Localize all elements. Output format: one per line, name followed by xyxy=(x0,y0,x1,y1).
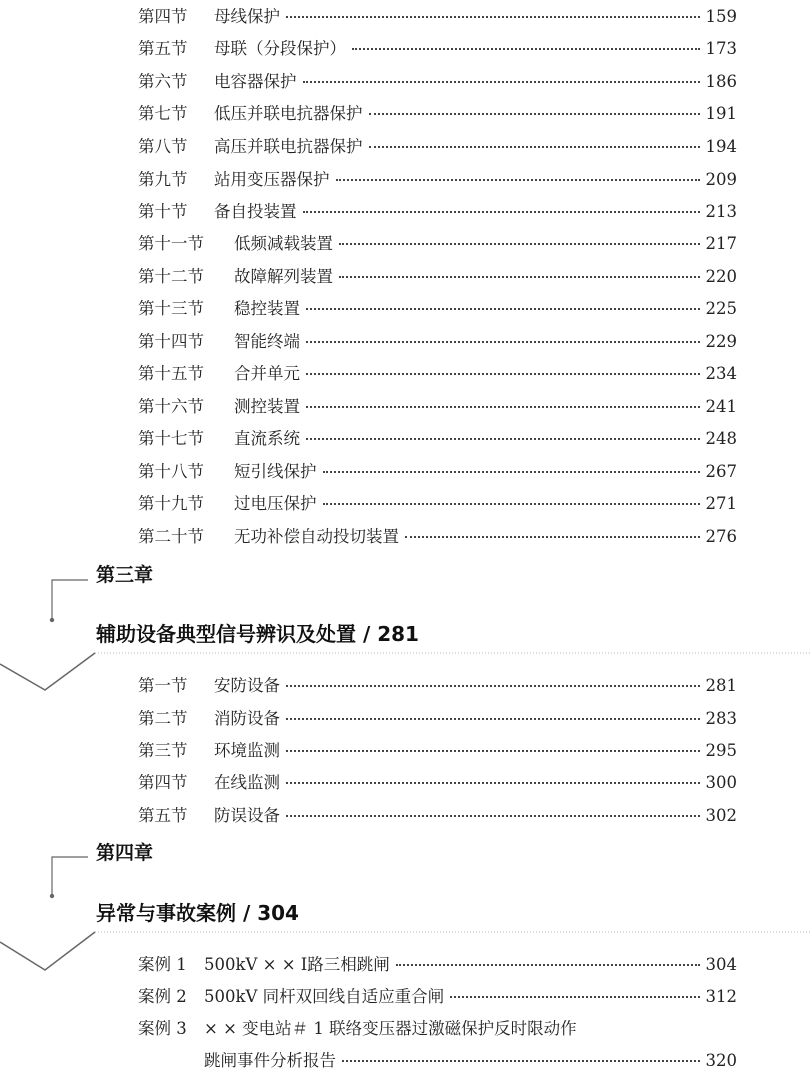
dot-leader xyxy=(342,1060,700,1062)
section-label: 第四节 xyxy=(138,773,188,792)
section-title: 测控装置 xyxy=(234,397,300,416)
toc-line[interactable] xyxy=(138,708,737,730)
case-title: 500kV 同杆双回线自适应重合闸 xyxy=(204,987,445,1006)
page-number: 194 xyxy=(705,137,737,156)
toc-line[interactable] xyxy=(138,136,737,158)
page-number: 173 xyxy=(705,39,737,58)
toc-line[interactable] xyxy=(138,772,737,794)
toc-line[interactable] xyxy=(138,103,737,125)
case-label: 案例 1 xyxy=(138,955,187,974)
section-label: 第十二节 xyxy=(138,267,204,286)
page-number: 220 xyxy=(705,267,737,286)
toc-line[interactable] xyxy=(138,298,737,320)
toc-line[interactable] xyxy=(138,461,737,483)
toc-line[interactable] xyxy=(138,954,737,976)
page-number: 271 xyxy=(705,494,737,513)
dot-leader xyxy=(405,536,700,538)
dot-leader xyxy=(306,341,700,343)
toc-line[interactable] xyxy=(138,1018,737,1040)
page-number: 225 xyxy=(705,299,737,318)
section-title: 短引线保护 xyxy=(234,462,317,481)
toc-line[interactable] xyxy=(138,6,737,28)
section-title: 无功补偿自动投切装置 xyxy=(234,527,399,546)
page-number: 159 xyxy=(705,7,737,26)
section-label: 第十三节 xyxy=(138,299,204,318)
toc-line[interactable] xyxy=(138,38,737,60)
dot-leader xyxy=(303,81,700,83)
page-number: 276 xyxy=(705,527,737,546)
case-title-continuation: 跳闸事件分析报告 xyxy=(204,1051,336,1070)
section-label: 第九节 xyxy=(138,170,188,189)
section-label: 第四节 xyxy=(138,7,188,26)
case-title: × × 变电站＃ 1 联络变压器过激磁保护反时限动作 xyxy=(204,1019,577,1038)
section-title: 母线保护 xyxy=(214,7,280,26)
dot-leader xyxy=(323,471,700,473)
section-label: 第十七节 xyxy=(138,429,204,448)
chapter3-title[interactable]: 辅助设备典型信号辨识及处置 / 281 xyxy=(96,622,419,646)
section-label: 第五节 xyxy=(138,806,188,825)
section-label: 第十节 xyxy=(138,202,188,221)
toc-line[interactable] xyxy=(138,740,737,762)
section-label: 第三节 xyxy=(138,741,188,760)
section-label: 第五节 xyxy=(138,39,188,58)
toc-line[interactable] xyxy=(138,363,737,385)
page-number: 267 xyxy=(705,462,737,481)
section-title: 过电压保护 xyxy=(234,494,317,513)
dot-leader xyxy=(323,503,700,505)
section-label: 第六节 xyxy=(138,72,188,91)
section-title: 稳控装置 xyxy=(234,299,300,318)
page-number: 213 xyxy=(705,202,737,221)
section-title: 低频减载装置 xyxy=(234,234,333,253)
section-title: 高压并联电抗器保护 xyxy=(214,137,363,156)
case-label: 案例 2 xyxy=(138,987,187,1006)
case-title: 500kV × × Ⅰ路三相跳闸 xyxy=(204,955,390,974)
toc-line[interactable] xyxy=(138,331,737,353)
dot-leader xyxy=(286,782,700,784)
dot-leader xyxy=(306,438,700,440)
dot-leader xyxy=(303,211,700,213)
page-number: 248 xyxy=(705,429,737,448)
page-number: 320 xyxy=(705,1051,737,1070)
dot-leader xyxy=(339,243,700,245)
section-label: 第二十节 xyxy=(138,527,204,546)
page-number: 304 xyxy=(705,955,737,974)
section-title: 智能终端 xyxy=(234,332,300,351)
page-number: 234 xyxy=(705,364,737,383)
section-label: 第一节 xyxy=(138,676,188,695)
section-title: 防误设备 xyxy=(214,806,280,825)
section-title: 直流系统 xyxy=(234,429,300,448)
dot-leader xyxy=(286,750,700,752)
section-label: 第七节 xyxy=(138,104,188,123)
page-number: 229 xyxy=(705,332,737,351)
chapter4-label: 第四章 xyxy=(96,842,154,864)
section-label: 第十五节 xyxy=(138,364,204,383)
toc-line-continuation[interactable] xyxy=(204,1050,737,1072)
dot-leader xyxy=(286,685,700,687)
section-label: 第十九节 xyxy=(138,494,204,513)
toc-line[interactable] xyxy=(138,71,737,93)
dot-leader xyxy=(286,16,700,18)
dot-leader xyxy=(286,815,700,817)
section-title: 消防设备 xyxy=(214,709,280,728)
page-number: 312 xyxy=(705,987,737,1006)
section-title: 在线监测 xyxy=(214,773,280,792)
toc-line[interactable] xyxy=(138,428,737,450)
toc-line[interactable] xyxy=(138,493,737,515)
toc-line[interactable] xyxy=(138,986,737,1008)
section-label: 第十八节 xyxy=(138,462,204,481)
section-label: 第十一节 xyxy=(138,234,204,253)
toc-line[interactable] xyxy=(138,675,737,697)
toc-line[interactable] xyxy=(138,233,737,255)
page-number: 302 xyxy=(705,806,737,825)
dot-leader xyxy=(286,718,700,720)
dot-leader xyxy=(369,146,700,148)
page-number: 241 xyxy=(705,397,737,416)
dot-leader xyxy=(396,964,700,966)
dot-leader xyxy=(306,373,700,375)
case-label: 案例 3 xyxy=(138,1019,187,1038)
section-label: 第二节 xyxy=(138,709,188,728)
dot-leader xyxy=(339,276,700,278)
page-number: 300 xyxy=(705,773,737,792)
section-title: 环境监测 xyxy=(214,741,280,760)
section-label: 第八节 xyxy=(138,137,188,156)
chapter4-title[interactable]: 异常与事故案例 / 304 xyxy=(96,901,299,925)
chapter3-label: 第三章 xyxy=(96,564,154,586)
page-number: 295 xyxy=(705,741,737,760)
dot-leader xyxy=(450,996,699,998)
section-title: 低压并联电抗器保护 xyxy=(214,104,363,123)
dot-leader xyxy=(369,113,700,115)
page-number: 217 xyxy=(705,234,737,253)
page-number: 186 xyxy=(705,72,737,91)
section-title: 故障解列装置 xyxy=(234,267,333,286)
dot-leader xyxy=(336,179,700,181)
toc-line[interactable] xyxy=(138,169,737,191)
toc-line[interactable] xyxy=(138,805,737,827)
toc-line[interactable] xyxy=(138,396,737,418)
section-title: 母联（分段保护） xyxy=(214,39,346,58)
section-title: 合并单元 xyxy=(234,364,300,383)
dot-leader xyxy=(352,48,700,50)
page-number: 283 xyxy=(705,709,737,728)
page-number: 209 xyxy=(705,170,737,189)
page-number: 281 xyxy=(705,676,737,695)
section-label: 第十四节 xyxy=(138,332,204,351)
dot-leader xyxy=(306,308,700,310)
section-title: 备自投装置 xyxy=(214,202,297,221)
section-title: 安防设备 xyxy=(214,676,280,695)
section-label: 第十六节 xyxy=(138,397,204,416)
toc-line[interactable] xyxy=(138,201,737,223)
dot-leader xyxy=(306,406,700,408)
toc-line[interactable] xyxy=(138,526,737,548)
toc-line[interactable] xyxy=(138,266,737,288)
page-number: 191 xyxy=(705,104,737,123)
section-title: 电容器保护 xyxy=(214,72,297,91)
section-title: 站用变压器保护 xyxy=(214,170,330,189)
